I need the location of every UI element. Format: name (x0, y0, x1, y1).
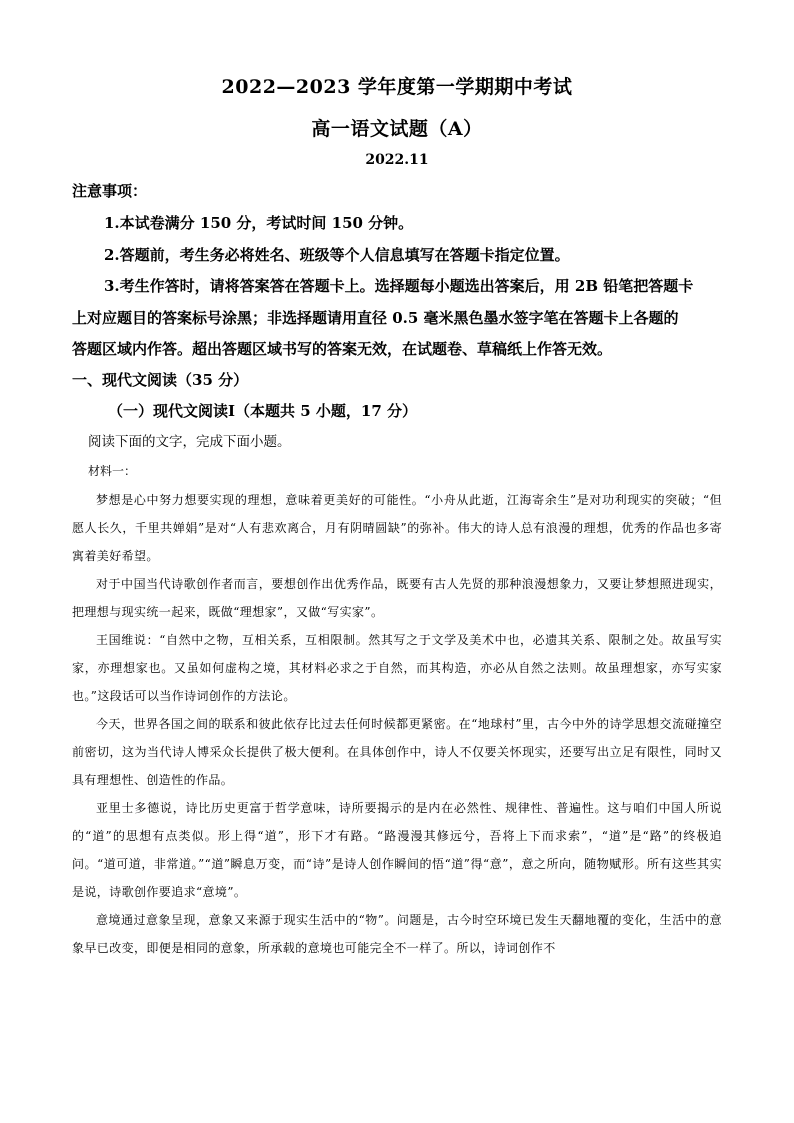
notes-heading: 注意事项： (72, 182, 148, 200)
exam-date: 2022.11 (365, 152, 429, 168)
paragraph: 王国维说：“自然中之物，互相关系，互相限制。然其写之于文学及美术中也，必遗其关系、限制之处。故虽写实家，亦理想家也。又虽如何虚构之境，其材料必求之于自然，而其构造，亦必从自然之法则。故虽理想家，亦写实家也。”这段话可以当作诗词创作的方法论。 (72, 633, 722, 703)
paragraph: 亚里士多德说，诗比历史更富于哲学意味，诗所要揭示的是内在必然性、规律性、普遍性。这与咱们中国人所说的“道”的思想有点类似。形上得“道”，形下才有路。“路漫漫其修远兮，吾将上下而求索”，“道”是“路”的终极追问。“道可道，非常道。”“道”瞬息万变，而“诗”是诗人创作瞬间的悟“道”得“意”，意之所向，随物赋形。所有这些其实是说，诗歌创作要追求“意境”。 (72, 801, 722, 899)
note-item-3-line-3: 答题区域内作答。超出答题区域书写的答案无效，在试题卷、草稿纸上作答无效。 (72, 340, 613, 358)
section-title: 一、现代文阅读（35 分） (72, 371, 249, 389)
paragraph: 对于中国当代诗歌创作者而言，要想创作出优秀作品，既要有古人先贤的那种浪漫想象力，又要让梦想照进现实，把理想与现实统一起来，既做“理想家”，又做“写实家”。 (72, 577, 722, 619)
note-item-1: 1.本试卷满分 150 分，考试时间 150 分钟。 (104, 214, 414, 232)
note-item-3-line-2: 上对应题目的答案标号涂黑；非选择题请用直径 0.5 毫米黑色墨水签字笔在答题卡上各题的 (72, 309, 679, 327)
paragraph: 梦想是心中努力想要实现的理想，意味着更美好的可能性。“小舟从此逝，江海寄余生”是对功利现实的突破；“但愿人长久，千里共婵娟”是对“人有悲欢离合，月有阴晴圆缺”的弥补。伟大的诗人总有浪漫的理想，优秀的作品也多寄寓着美好希望。 (72, 493, 722, 563)
material-label: 材料一： (88, 464, 137, 478)
exam-subtitle: 高一语文试题（A） (311, 118, 483, 140)
exam-title: 2022—2023 学年度第一学期期中考试 (221, 76, 573, 98)
paragraph: 今天，世界各国之间的联系和彼此依存比过去任何时候都更紧密。在“地球村”里，古今中外的诗学思想交流碰撞空前密切，这为当代诗人博采众长提供了极大便利。在具体创作中，诗人不仅要关怀现实，还要写出立足有限性，同时又具有理想性、创造性的作品。 (72, 717, 722, 787)
note-item-3-line-1: 3.考生作答时，请将答案答在答题卡上。选择题每小题选出答案后，用 2B 铅笔把答题卡 (104, 277, 694, 295)
subsection-title: （一）现代文阅读Ⅰ（本题共 5 小题，17 分） (108, 402, 417, 420)
material-text (72, 486, 722, 962)
reading-instruction: 阅读下面的文字，完成下面小题。 (88, 434, 291, 450)
paragraph: 意境通过意象呈现，意象又来源于现实生活中的“物”。问题是，古今时空环境已发生天翻地覆的变化，生活中的意象早已改变，即便是相同的意象，所承载的意境也可能完全不一样了。所以，诗词创作不 (72, 913, 722, 955)
note-item-2: 2.答题前，考生务必将姓名、班级等个人信息填写在答题卡指定位置。 (104, 246, 570, 264)
